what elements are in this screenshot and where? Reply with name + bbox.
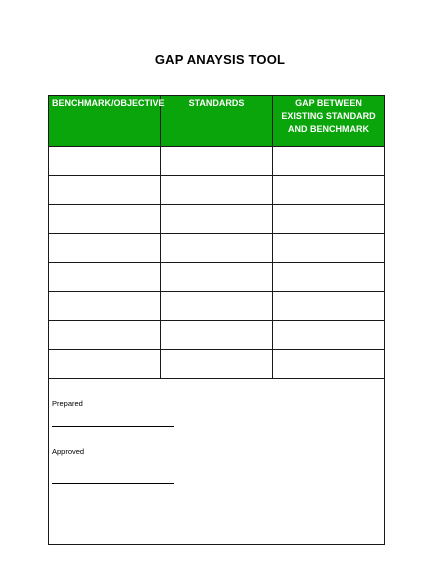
benchmark-cell[interactable] [49,147,161,176]
approved-signature-line[interactable] [52,483,174,484]
standards-cell[interactable] [161,292,273,321]
benchmark-cell[interactable] [49,176,161,205]
benchmark-cell[interactable] [49,234,161,263]
standards-cell[interactable] [161,147,273,176]
signoff-cell [49,379,385,545]
gap-analysis-table [48,95,385,545]
standards-cell[interactable] [161,205,273,234]
table-row [49,263,385,292]
benchmark-cell[interactable] [49,350,161,379]
signoff-row [49,379,385,545]
table-header-row [49,96,385,147]
table-row [49,234,385,263]
gap-cell[interactable] [273,263,385,292]
prepared-signature-line[interactable] [52,426,174,427]
table-row [49,205,385,234]
gap-cell[interactable] [273,292,385,321]
document-title: GAP ANAYSIS TOOL [154,52,286,67]
gap-cell[interactable] [273,176,385,205]
prepared-label: Prepared [52,399,83,408]
table-row [49,147,385,176]
approved-label: Approved [52,447,85,456]
benchmark-cell[interactable] [49,321,161,350]
gap-cell[interactable] [273,321,385,350]
column-header-standards: STANDARDS [161,96,273,147]
benchmark-cell[interactable] [49,292,161,321]
benchmark-cell[interactable] [49,205,161,234]
table-row [49,321,385,350]
table-row [49,176,385,205]
standards-cell[interactable] [161,234,273,263]
table-row [49,350,385,379]
column-header-gap: GAP BETWEEN EXISTING STANDARD AND BENCHMARK [273,96,385,147]
standards-cell[interactable] [161,350,273,379]
table-row [49,292,385,321]
gap-cell[interactable] [273,205,385,234]
column-header-benchmark: BENCHMARK/OBJECTIVE [49,96,161,147]
benchmark-cell[interactable] [49,263,161,292]
gap-cell[interactable] [273,147,385,176]
standards-cell[interactable] [161,263,273,292]
gap-cell[interactable] [273,350,385,379]
gap-cell[interactable] [273,234,385,263]
standards-cell[interactable] [161,321,273,350]
standards-cell[interactable] [161,176,273,205]
